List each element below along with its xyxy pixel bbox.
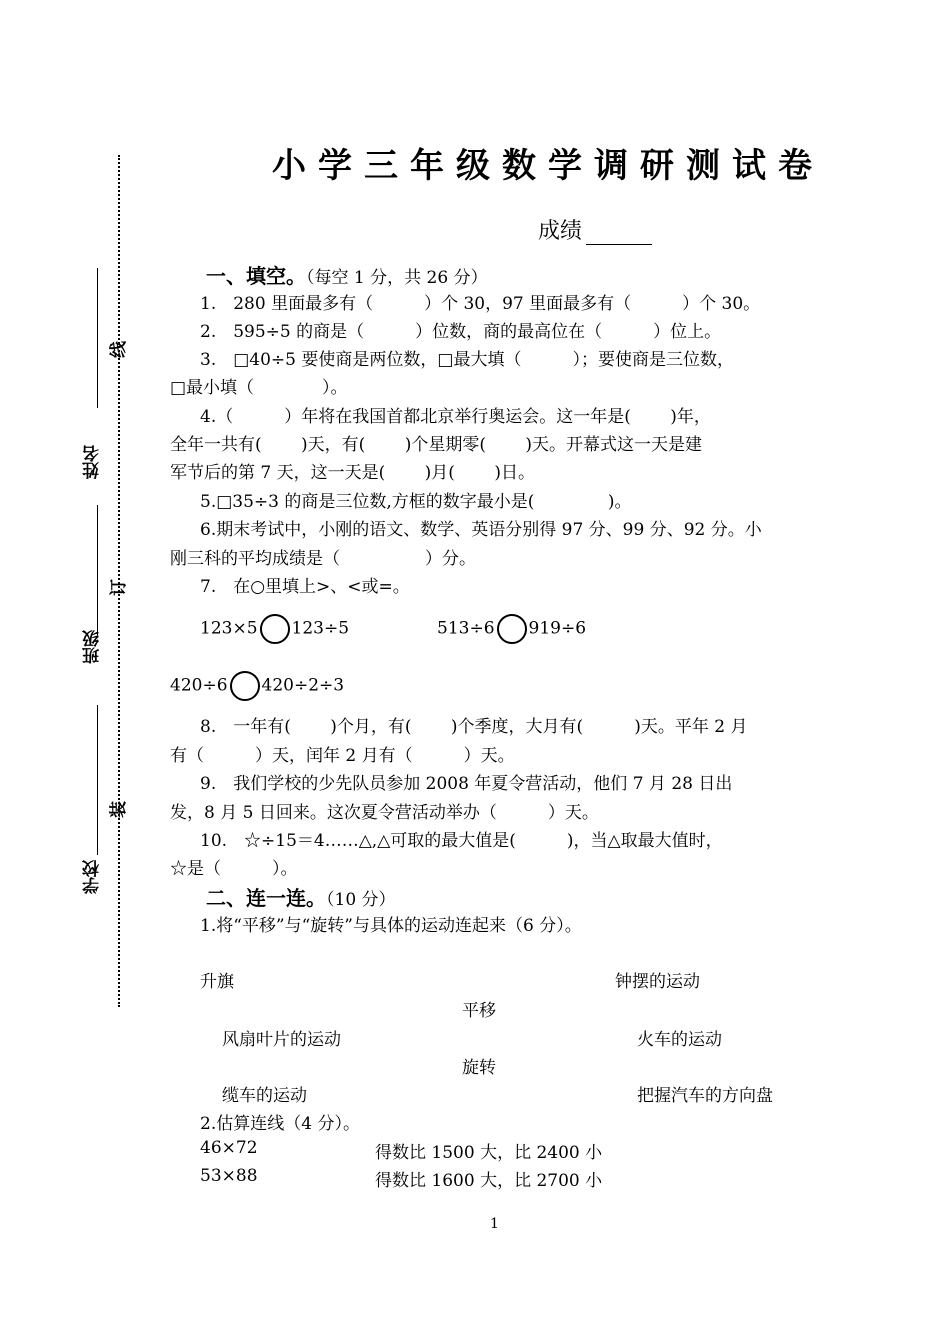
compare-left: 123×5 bbox=[200, 618, 258, 639]
match-right-item[interactable]: 把握汽车的方向盘 bbox=[637, 1086, 773, 1106]
q6-line1: 6.期末考试中，小刚的语文、数学、英语分别得 97 分、99 分、92 分。小 bbox=[200, 520, 762, 540]
estimate-range[interactable]: 得数比 1600 大，比 2700 小 bbox=[375, 1171, 603, 1191]
q4-line1: 4.（ ）年将在我国首都北京举行奥运会。这一年是( )年， bbox=[200, 407, 711, 427]
q4-line2: 全年一共有( )天，有( )个星期零( )天。开幕式这一天是建 bbox=[170, 435, 703, 455]
class-underline bbox=[97, 505, 98, 635]
margin-label-school: 学校 bbox=[83, 860, 103, 894]
section1-heading bbox=[206, 260, 488, 289]
section1-note: （每空 1 分，共 26 分） bbox=[306, 268, 488, 288]
q1-line: 1. 280 里面最多有（ ）个 30，97 里面最多有（ ）个 30。 bbox=[200, 294, 761, 314]
match-left-item[interactable]: 风扇叶片的运动 bbox=[222, 1030, 341, 1050]
match-right-item[interactable]: 钟摆的运动 bbox=[615, 972, 700, 992]
q4-line3: 军节后的第 7 天，这一天是( )月( )日。 bbox=[170, 463, 535, 483]
estimate-range[interactable]: 得数比 1500 大，比 2400 小 bbox=[375, 1143, 603, 1163]
section2-note: （10 分） bbox=[326, 890, 396, 910]
compare-circle[interactable] bbox=[260, 614, 290, 644]
estimate-expr[interactable]: 53×88 bbox=[200, 1166, 258, 1186]
section2-heading bbox=[206, 882, 396, 911]
compare-left: 420÷6 bbox=[170, 675, 228, 696]
match-left-item[interactable]: 升旗 bbox=[200, 972, 234, 992]
q3-line2: □最小填（ ）。 bbox=[170, 378, 348, 398]
q10-line1: 10. ☆÷15＝4……△,△可取的最大值是( )，当△取最大值时， bbox=[200, 831, 723, 851]
q3-line1: 3. □40÷5 要使商是两位数，□最大填（ ）；要使商是三位数， bbox=[200, 350, 734, 370]
compare-item bbox=[200, 614, 349, 644]
margin-label-name: 姓名 bbox=[83, 445, 103, 479]
score-field bbox=[538, 214, 652, 245]
page-title: 小学三年级数学调研测试卷 bbox=[272, 146, 824, 186]
compare-circle[interactable] bbox=[230, 671, 260, 701]
match-middle-item[interactable]: 平移 bbox=[462, 1001, 496, 1021]
compare-item bbox=[170, 671, 344, 701]
match-q2: 2.估算连线（4 分）。 bbox=[200, 1114, 360, 1134]
q9-line2: 发，8 月 5 日回来。这次夏令营活动举办（ ）天。 bbox=[170, 803, 599, 823]
q7-line: 7. 在○里填上>、<或=。 bbox=[200, 577, 410, 597]
q8-line1: 8. 一年有( )个月，有( )个季度，大月有( )天。平年 2 月 bbox=[200, 717, 748, 737]
estimate-expr[interactable]: 46×72 bbox=[200, 1138, 258, 1158]
page-number: 1 bbox=[490, 1216, 499, 1232]
q2-line: 2. 595÷5 的商是（ ）位数，商的最高位在（ ）位上。 bbox=[200, 322, 722, 342]
section1-title: 一、填空。 bbox=[206, 264, 306, 288]
q10-line2: ☆是（ ）。 bbox=[170, 859, 298, 879]
name-underline bbox=[97, 268, 98, 408]
match-q1: 1.将“平移”与“旋转”与具体的运动连起来（6 分）。 bbox=[200, 916, 582, 936]
q9-line1: 9. 我们学校的少先队员参加 2008 年夏令营活动，他们 7 月 28 日出 bbox=[200, 774, 733, 794]
binding-char-ding: 订 bbox=[109, 579, 129, 596]
q5-line: 5.□35÷3 的商是三位数,方框的数字最小是( )。 bbox=[200, 492, 632, 512]
score-blank[interactable] bbox=[586, 222, 652, 245]
compare-right: 420÷2÷3 bbox=[261, 675, 345, 696]
compare-circle[interactable] bbox=[497, 614, 527, 644]
margin-label-class: 班级 bbox=[83, 630, 103, 664]
school-underline bbox=[97, 705, 98, 855]
compare-left: 513÷6 bbox=[437, 618, 495, 639]
q6-line2: 刚三科的平均成绩是（ ）分。 bbox=[170, 549, 476, 569]
binding-char-xian: 线 bbox=[109, 341, 129, 358]
compare-right: 919÷6 bbox=[528, 618, 587, 639]
q8-line2: 有（ ）天，闰年 2 月有（ ）天。 bbox=[170, 746, 515, 766]
section2-title: 二、连一连。 bbox=[206, 886, 326, 910]
match-left-item[interactable]: 缆车的运动 bbox=[222, 1086, 307, 1106]
match-middle-item[interactable]: 旋转 bbox=[462, 1058, 496, 1078]
match-right-item[interactable]: 火车的运动 bbox=[637, 1030, 722, 1050]
score-label: 成绩 bbox=[538, 219, 583, 244]
compare-right: 123÷5 bbox=[291, 618, 350, 639]
binding-char-zhuang: 装 bbox=[109, 801, 129, 818]
compare-item bbox=[437, 614, 586, 644]
